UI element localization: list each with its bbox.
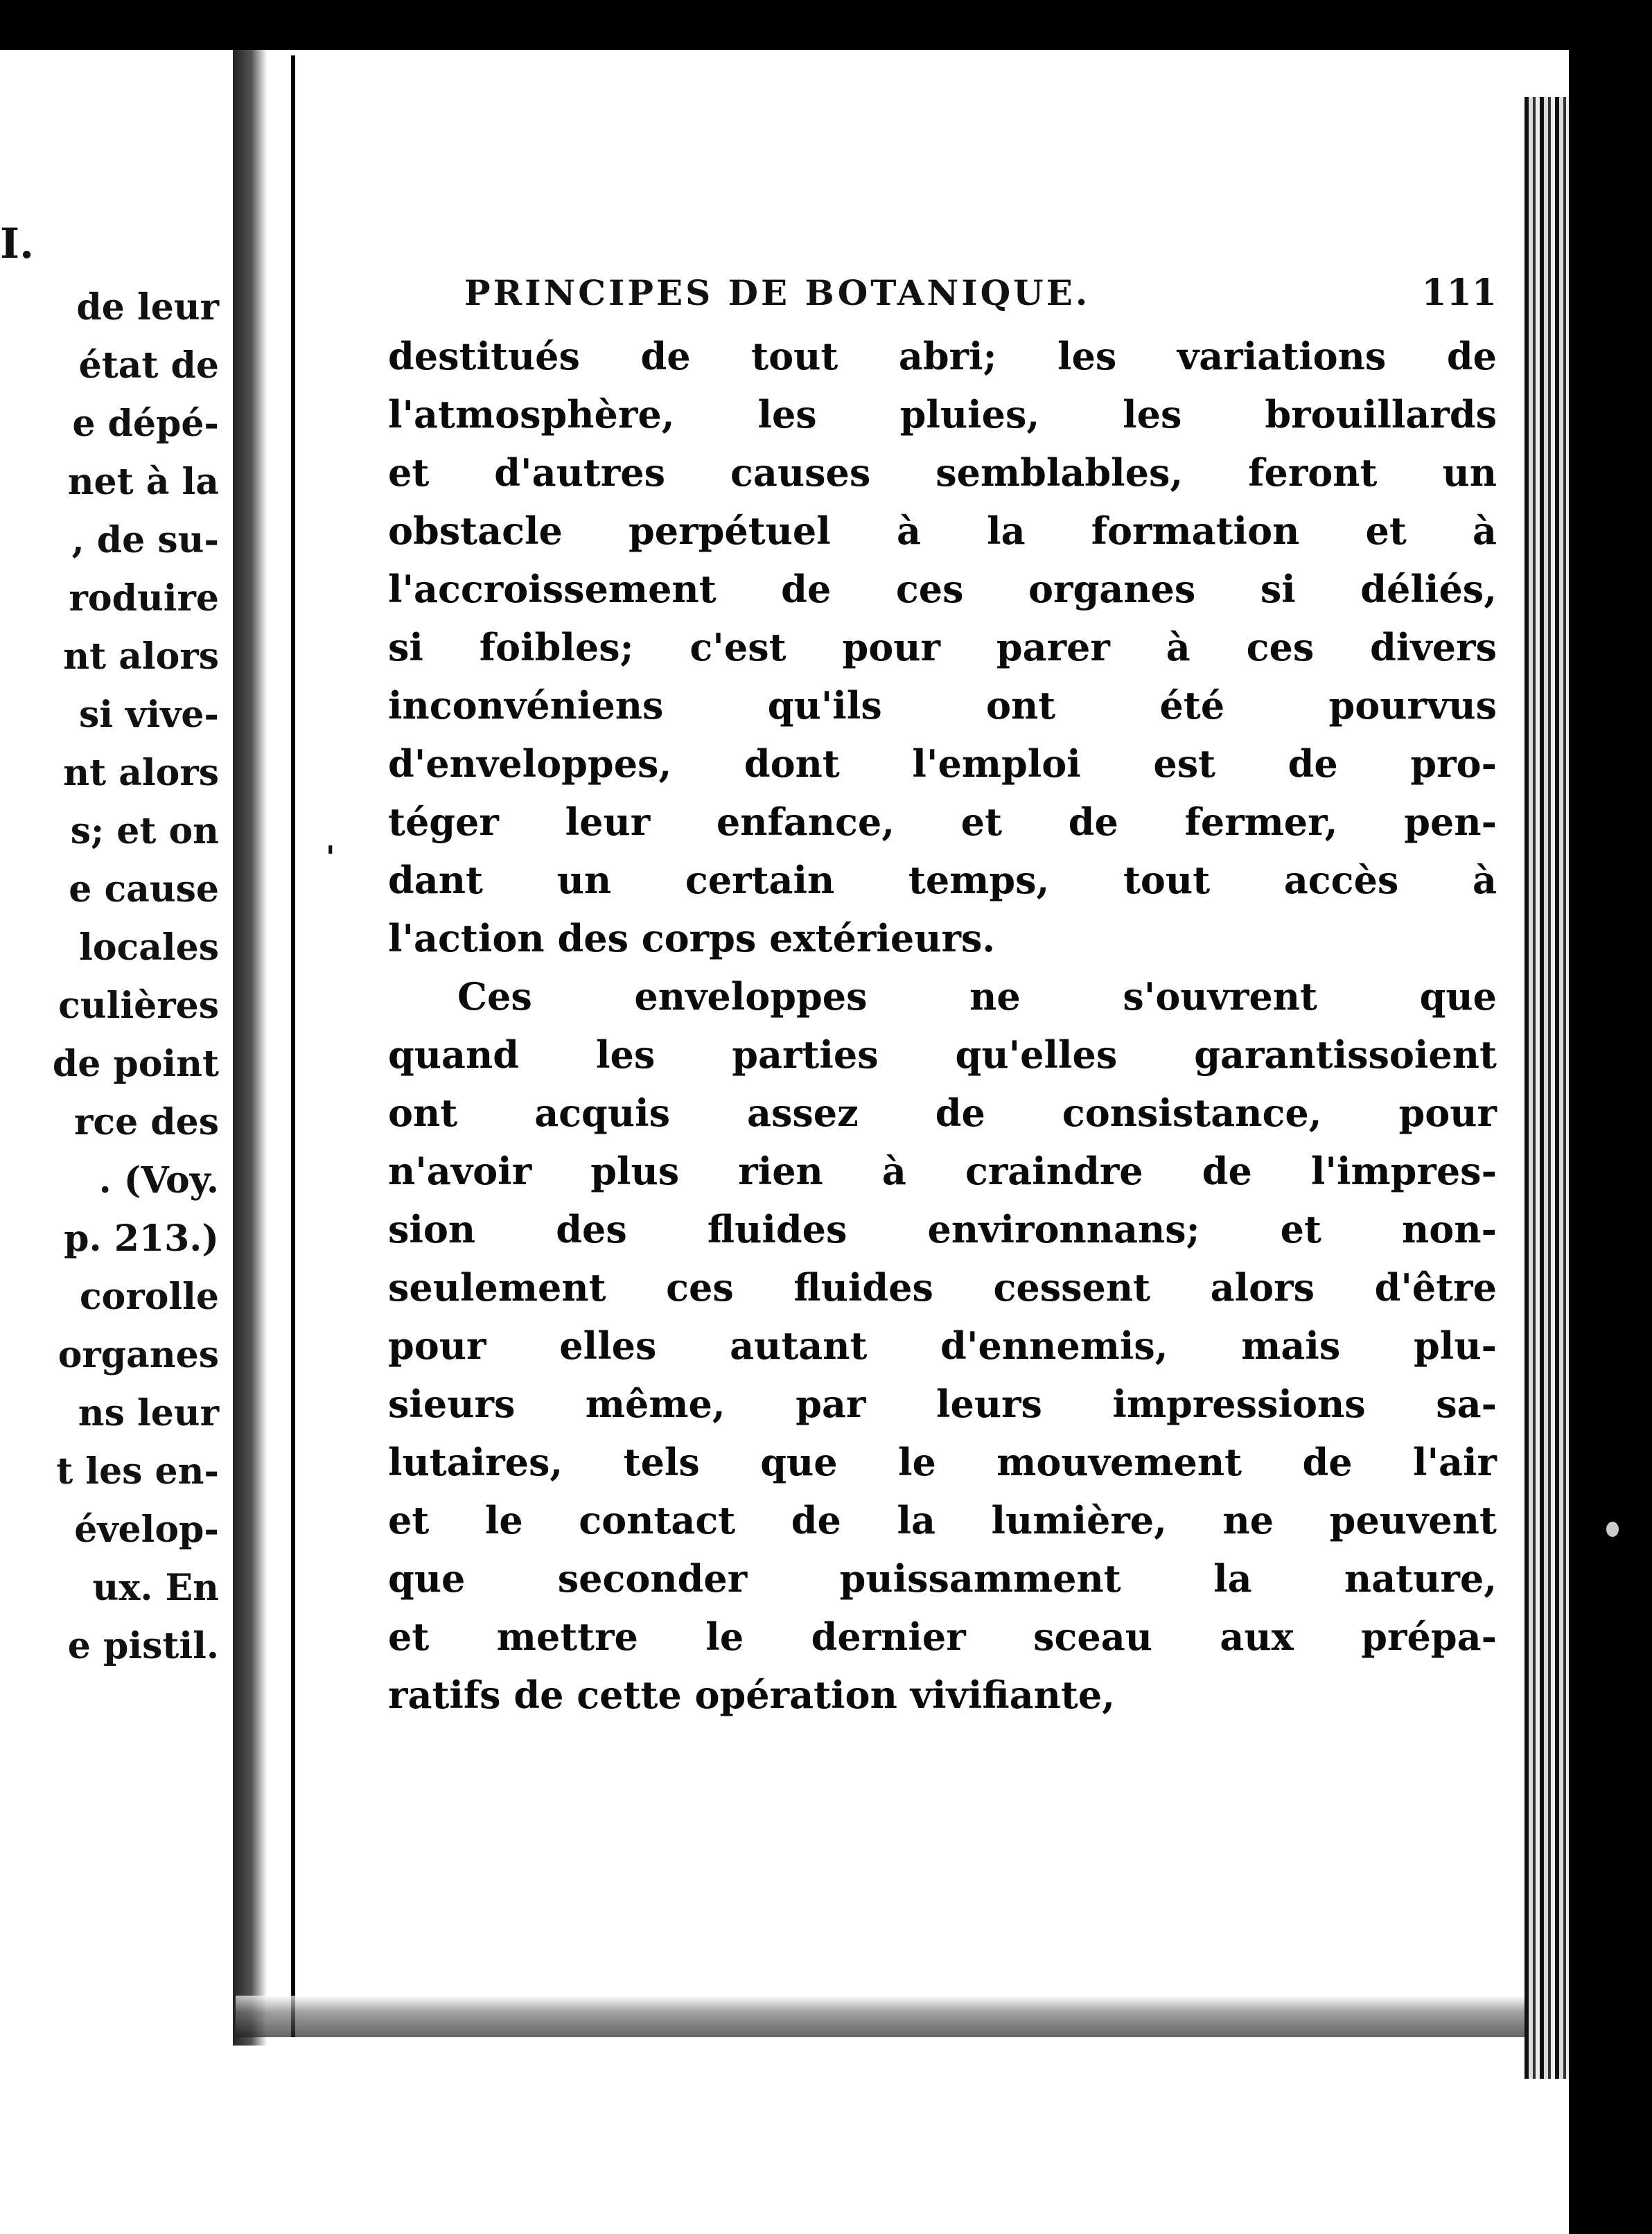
text-line: que seconder puissamment la nature, bbox=[388, 1556, 1497, 1601]
previous-page-line: de point bbox=[52, 1043, 219, 1085]
book-fore-edge bbox=[1524, 97, 1569, 2079]
previous-page-line: t les en- bbox=[56, 1450, 219, 1493]
scan-right-border bbox=[1569, 0, 1652, 2234]
page-number: 111 bbox=[1421, 272, 1497, 314]
previous-page-line: ns leur bbox=[78, 1392, 219, 1434]
previous-page-line: culières bbox=[58, 985, 219, 1027]
previous-page-line: locales bbox=[79, 926, 219, 969]
running-title: PRINCIPES DE BOTANIQUE. bbox=[464, 272, 1091, 313]
text-line: si foibles; c'est pour parer à ces divers bbox=[388, 625, 1497, 669]
previous-page-line: net à la bbox=[67, 461, 219, 503]
text-line: l'accroissement de ces organes si déliés, bbox=[388, 567, 1497, 611]
text-line: l'action des corps extérieurs. bbox=[388, 916, 996, 960]
book-gutter bbox=[233, 50, 295, 2046]
text-line: et d'autres causes semblables, feront un bbox=[388, 450, 1497, 495]
running-head bbox=[464, 272, 1497, 327]
text-line: d'enveloppes, dont l'emploi est de pro- bbox=[388, 741, 1497, 786]
margin-mark: ' bbox=[326, 840, 335, 875]
previous-page-line: ux. En bbox=[92, 1567, 219, 1609]
gutter-edge-line bbox=[291, 55, 295, 2037]
text-line: sieurs même, par leurs impressions sa- bbox=[388, 1382, 1497, 1426]
previous-page-line: p. 213.) bbox=[64, 1217, 219, 1260]
previous-page-line: , de su- bbox=[71, 519, 219, 561]
previous-page-line: état de bbox=[78, 344, 219, 387]
previous-page-line: e pistil. bbox=[67, 1625, 219, 1667]
previous-page-line: évelop- bbox=[74, 1509, 219, 1551]
previous-page-line: corolle bbox=[79, 1276, 219, 1318]
text-line: inconvéniens qu'ils ont été pourvus bbox=[388, 683, 1497, 728]
text-line: et le contact de la lumière, ne peuvent bbox=[388, 1498, 1497, 1542]
text-line: n'avoir plus rien à craindre de l'impres- bbox=[388, 1149, 1497, 1193]
text-line: et mettre le dernier sceau aux prépa- bbox=[388, 1615, 1497, 1659]
previous-page-line: si vive- bbox=[79, 694, 219, 736]
text-line: ont acquis assez de consistance, pour bbox=[388, 1091, 1497, 1135]
text-line: téger leur enfance, et de fermer, pen- bbox=[388, 800, 1497, 844]
previous-page-lines bbox=[0, 279, 219, 1676]
text-line: destitués de tout abri; les variations de bbox=[388, 334, 1497, 378]
body-text bbox=[388, 327, 1497, 1724]
page-bottom-edge bbox=[236, 1996, 1552, 2037]
previous-page-corner-mark: I. bbox=[0, 220, 34, 268]
previous-page-line: de leur bbox=[76, 286, 219, 328]
text-line: lutaires, tels que le mouvement de l'air bbox=[388, 1440, 1497, 1484]
text-line: obstacle perpétuel à la formation et à bbox=[388, 509, 1497, 553]
text-line: pour elles autant d'ennemis, mais plu- bbox=[388, 1323, 1497, 1368]
previous-page-line: roduire bbox=[69, 577, 219, 619]
text-line: dant un certain temps, tout accès à bbox=[388, 858, 1497, 902]
previous-page-line: . (Voy. bbox=[98, 1159, 219, 1202]
previous-page-line: nt alors bbox=[63, 635, 219, 678]
previous-page-line: s; et on bbox=[70, 810, 219, 852]
previous-page-line: organes bbox=[58, 1334, 219, 1376]
text-line: Ces enveloppes ne s'ouvrent que bbox=[457, 974, 1497, 1019]
text-line: l'atmosphère, les pluies, les brouillards bbox=[388, 392, 1497, 437]
previous-page-fragment bbox=[0, 50, 233, 1990]
text-line: sion des fluides environnans; et non- bbox=[388, 1207, 1497, 1251]
scan-speck bbox=[1606, 1522, 1619, 1537]
previous-page-line: rce des bbox=[74, 1101, 219, 1143]
text-line: quand les parties qu'elles garantissoient bbox=[388, 1032, 1497, 1077]
previous-page-line: nt alors bbox=[63, 752, 219, 794]
previous-page-line: e cause bbox=[69, 868, 219, 911]
text-line: seulement ces fluides cessent alors d'être bbox=[388, 1265, 1497, 1310]
text-line: ratifs de cette opération vivifiante, bbox=[388, 1673, 1116, 1717]
main-page bbox=[298, 50, 1524, 1990]
scan-top-border bbox=[0, 0, 1652, 50]
previous-page-line: e dépé- bbox=[72, 403, 219, 445]
